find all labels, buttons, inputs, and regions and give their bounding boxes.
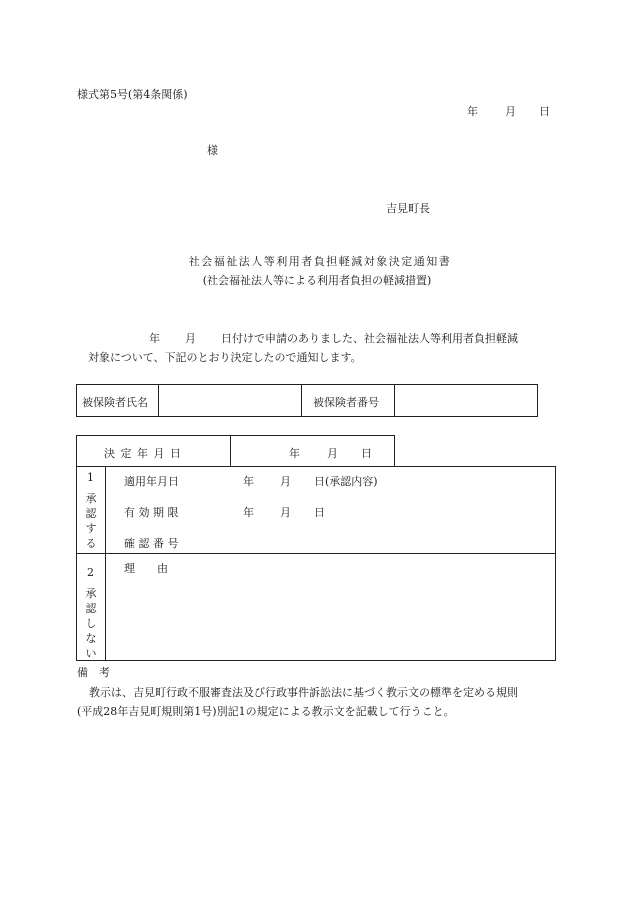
date-month: 月 [505, 105, 516, 118]
body-line1: 日付けで申請のありました、社会福祉法人等利用者負担軽減 [221, 332, 518, 345]
body-month: 月 [185, 332, 196, 345]
form-number: 様式第5号(第4条関係) [77, 88, 188, 101]
remarks-line1: 教示は、吉見町行政不服審査法及び行政事件訴訟法に基づく教示文の標準を定める規則 [89, 686, 518, 699]
validity-month: 月 [280, 506, 291, 519]
insured-name-label: 被保険者氏名 [82, 396, 148, 409]
apply-date-day: 日(承認内容) [314, 475, 378, 488]
decision-date-month: 月 [327, 447, 338, 460]
decision-date-label: 決 定 年 月 日 [104, 447, 182, 460]
reason-label: 理 由 [124, 562, 168, 575]
document-title: 社会福祉法人等利用者負担軽減対象決定通知書 [188, 255, 452, 268]
date-day: 日 [539, 105, 550, 118]
validity-year: 年 [243, 506, 254, 519]
apply-date-year: 年 [243, 475, 254, 488]
insured-number-label: 被保険者番号 [313, 396, 379, 409]
addressee-suffix: 様 [207, 144, 218, 157]
issuer: 吉見町長 [386, 202, 430, 215]
confirm-number-label: 確 認 番 号 [124, 537, 179, 550]
validity-day: 日 [314, 506, 325, 519]
remarks-heading: 備 考 [77, 666, 110, 679]
apply-date-label: 適用年月日 [124, 475, 179, 488]
approve-label: 承 認 す る [85, 492, 97, 550]
date-year: 年 [467, 105, 478, 118]
approve-number: 1 [87, 471, 94, 484]
validity-label: 有 効 期 限 [124, 506, 179, 519]
decision-date-year: 年 [289, 447, 300, 460]
remarks-line2: (平成28年吉見町規則第1号)別記1の規定による教示文を記載して行うこと。 [77, 705, 455, 718]
body-year: 年 [149, 332, 160, 345]
body-line2: 対象について、下記のとおり決定したので通知します。 [88, 351, 362, 364]
apply-date-month: 月 [280, 475, 291, 488]
reject-label: 承 認 し な い [85, 587, 97, 660]
document-subtitle: (社会福祉法人等による利用者負担の軽減措置) [202, 274, 432, 287]
reject-number: 2 [87, 566, 94, 579]
decision-date-day: 日 [361, 447, 372, 460]
